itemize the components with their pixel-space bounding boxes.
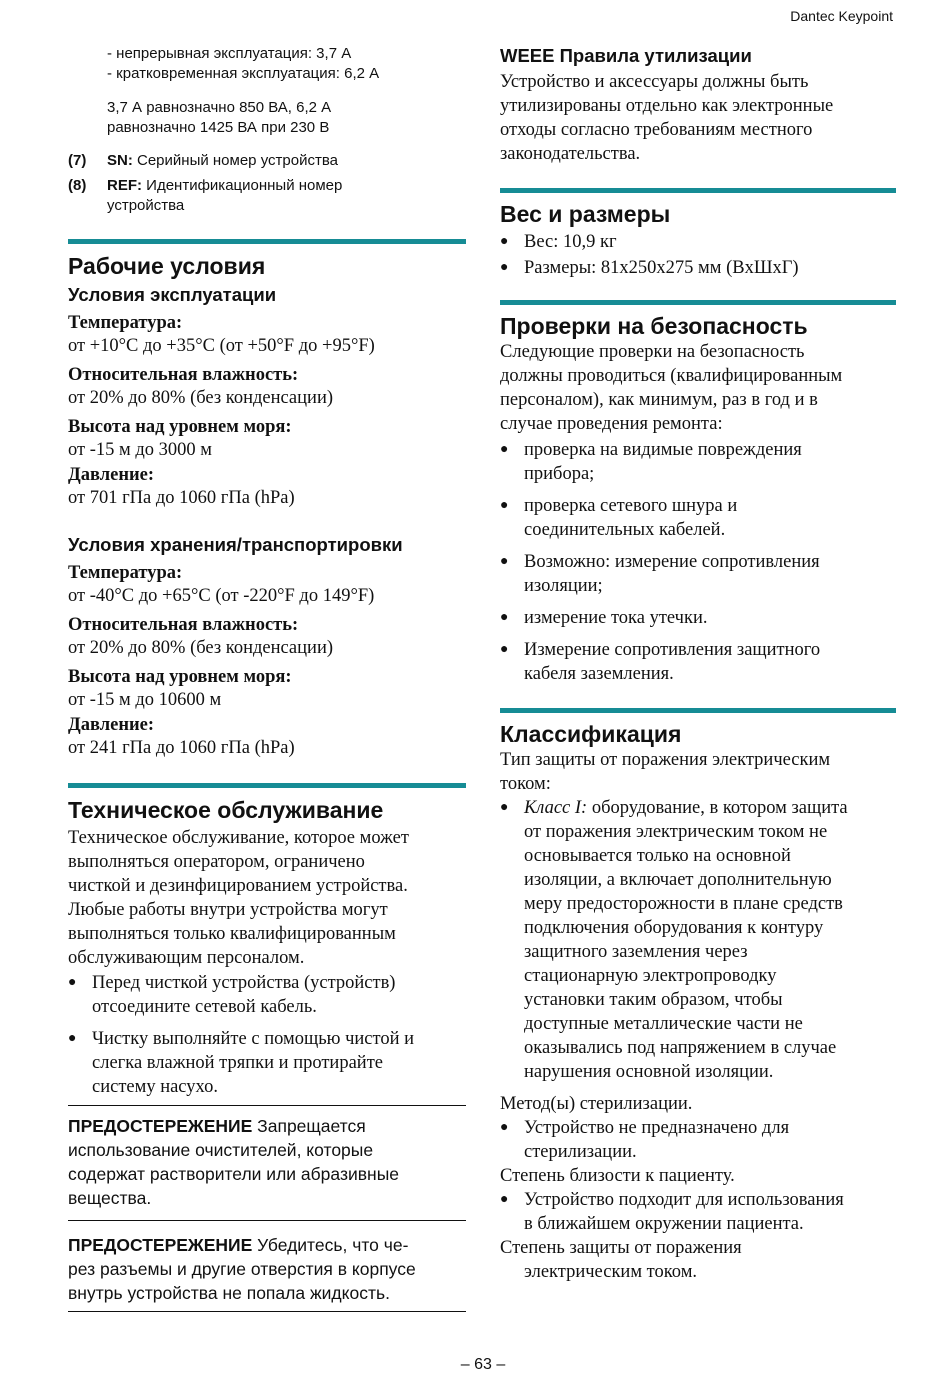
condition-label: Относительная влажность: bbox=[68, 365, 299, 385]
list-item bbox=[500, 438, 896, 486]
condition-label: Относительная влажность: bbox=[68, 615, 299, 635]
list-item bbox=[68, 971, 466, 1019]
condition-value: от 241 гПа до 1060 гПа (hPa) bbox=[68, 738, 295, 758]
warning-text: Запрещается использование очистителей, которые содержат растворители или абразивные вещества. bbox=[68, 1116, 400, 1208]
list-item bbox=[500, 638, 896, 686]
list-item bbox=[500, 230, 896, 254]
storage-conditions-list bbox=[68, 562, 466, 760]
item-key: REF: bbox=[107, 177, 142, 194]
section-divider bbox=[68, 783, 466, 788]
condition-label: Давление: bbox=[68, 715, 155, 735]
weight-dimensions-heading: Вес и размеры bbox=[500, 201, 671, 227]
operation-conditions-list bbox=[68, 312, 466, 510]
shock-protection-label: Степень защиты от поражения электрическим током. bbox=[500, 1238, 742, 1282]
safety-checks-heading: Проверки на безопасность bbox=[500, 313, 808, 339]
bullet-icon: ● bbox=[500, 1120, 509, 1135]
warning-cleaners bbox=[68, 1114, 466, 1210]
classification-paragraph: Тип защиты от поражения электрическим током: bbox=[500, 750, 831, 794]
list-item-text: Измерение сопротивления защитного кабеля заземления. bbox=[524, 640, 821, 684]
bullet-icon: ● bbox=[500, 498, 509, 513]
current-equivalence: 3,7 А равнозначно 850 ВА, 6,2 А равнозначно 1425 ВА при 230 В bbox=[107, 99, 332, 136]
list-item-ref bbox=[68, 176, 466, 216]
item-text: Серийный номер устройства bbox=[132, 152, 338, 169]
list-item bbox=[500, 494, 896, 542]
condition-label: Температура: bbox=[68, 313, 183, 333]
section-divider bbox=[68, 239, 466, 244]
condition-label: Высота над уровнем моря: bbox=[68, 417, 292, 437]
left-column bbox=[68, 44, 466, 1312]
condition-value: от 20% до 80% (без конденсации) bbox=[68, 638, 334, 658]
warning-text: Убедитесь, что че- рез разъемы и другие отверстия в корпусе внутрь устройства не попала жидкость. bbox=[68, 1235, 416, 1303]
condition-value: от 701 гПа до 1060 гПа (hPa) bbox=[68, 488, 295, 508]
list-item-text: Возможно: измерение сопротивления изоляции; bbox=[524, 552, 820, 596]
condition-label: Давление: bbox=[68, 465, 155, 485]
condition-value: от -40°C до +65°C (от -220°F до 149°F) bbox=[68, 586, 375, 606]
continuous-current-lines: - непрерывная эксплуатация: 3,7 А - кратковременная эксплуатация: 6,2 А bbox=[107, 45, 380, 82]
condition-label: Высота над уровнем моря: bbox=[68, 667, 292, 687]
list-item-text: Чистку выполняйте с помощью чистой и слегка влажной тряпки и протирайте систему насухо. bbox=[92, 1029, 415, 1097]
section-divider bbox=[500, 300, 896, 305]
warning-key: ПРЕДОСТЕРЕЖЕНИЕ bbox=[68, 1235, 253, 1255]
list-item-text: Вес: 10,9 кг bbox=[524, 232, 617, 252]
bullet-icon: ● bbox=[500, 800, 509, 815]
bullet-icon: ● bbox=[500, 1192, 509, 1207]
list-item-text: проверка сетевого шнура и соединительных кабелей. bbox=[524, 496, 738, 540]
list-item-text: измерение тока утечки. bbox=[524, 608, 708, 628]
right-column bbox=[500, 44, 896, 1284]
list-item-text: проверка на видимые повреждения прибора; bbox=[524, 440, 802, 484]
safety-paragraph: Следующие проверки на безопасность должны проводиться (квалифицированным персоналом), как минимум, раз в год и в случае проведения ремонта: bbox=[500, 342, 843, 434]
sterilization-label: Метод(ы) стерилизации. bbox=[500, 1094, 693, 1114]
storage-subheading: Условия хранения/транспортировки bbox=[68, 534, 403, 555]
list-item bbox=[500, 256, 896, 280]
maintenance-paragraph: Техническое обслуживание, которое может выполняться оператором, ограничено чисткой и дезинфицированием устройства. Любые работы внутри устройства могут выполняться только квалифицированным обслуживающим персоналом. bbox=[68, 828, 409, 968]
list-item-serial bbox=[68, 151, 466, 171]
item-key: SN: bbox=[107, 152, 133, 169]
condition-value: от 20% до 80% (без конденсации) bbox=[68, 388, 334, 408]
list-item bbox=[500, 550, 896, 598]
weee-heading: WEEE Правила утилизации bbox=[500, 45, 752, 66]
class-text: оборудование, в котором защита от поражения электрическим током не основывается только на основной изоляции, а включает дополнительную меру предосторожности в плане средств подключения оборудования к контуру защитного заземления через стационарную электропроводку установки таким образом, чтобы доступные металлические части не оказывались под напряжением в случае нарушения основной изоляции. bbox=[524, 798, 848, 1082]
condition-label: Температура: bbox=[68, 563, 183, 583]
weee-paragraph: Устройство и аксессуары должны быть утилизированы отдельно как электронные отходы согласно требованиям местного законодательства. bbox=[500, 72, 834, 164]
proximity-label: Степень близости к пациенту. bbox=[500, 1166, 735, 1186]
item-number: (8) bbox=[68, 177, 87, 194]
list-item bbox=[500, 1116, 896, 1164]
warning-top-rule bbox=[68, 1105, 466, 1106]
warning-separator bbox=[68, 1220, 466, 1221]
list-item bbox=[500, 796, 896, 1084]
bullet-icon: ● bbox=[500, 642, 509, 657]
operation-subheading: Условия эксплуатации bbox=[68, 284, 277, 305]
section-divider bbox=[500, 708, 896, 713]
warning-key: ПРЕДОСТЕРЕЖЕНИЕ bbox=[68, 1116, 253, 1136]
warning-bottom-rule bbox=[68, 1311, 466, 1312]
list-item-text: Устройство подходит для использования в ближайшем окружении пациента. bbox=[524, 1190, 844, 1234]
condition-value: от -15 м до 10600 м bbox=[68, 690, 222, 710]
bullet-icon: ● bbox=[68, 1031, 77, 1046]
operating-conditions-heading: Рабочие условия bbox=[68, 253, 266, 279]
list-item-text: Размеры: 81x250x275 мм (ВxШxГ) bbox=[524, 258, 799, 278]
bullet-icon: ● bbox=[500, 260, 509, 275]
list-item-text: Перед чисткой устройства (устройств) отсоедините сетевой кабель. bbox=[92, 973, 396, 1017]
bullet-icon: ● bbox=[68, 975, 77, 990]
class-key: Класс I: bbox=[524, 798, 588, 818]
section-divider bbox=[500, 188, 896, 193]
classification-heading: Классификация bbox=[500, 721, 682, 747]
condition-value: от -15 м до 3000 м bbox=[68, 440, 212, 460]
list-item bbox=[68, 1027, 466, 1099]
list-item-text: Устройство не предназначено для стерилизации. bbox=[524, 1118, 790, 1162]
condition-value: от +10°C до +35°C (от +50°F до +95°F) bbox=[68, 336, 375, 356]
item-text: Идентификационный номер устройства bbox=[107, 177, 343, 214]
running-header: Dantec Keypoint bbox=[790, 8, 893, 24]
bullet-icon: ● bbox=[500, 554, 509, 569]
bullet-icon: ● bbox=[500, 234, 509, 249]
maintenance-heading: Техническое обслуживание bbox=[68, 797, 384, 823]
bullet-icon: ● bbox=[500, 442, 509, 457]
warning-liquid bbox=[68, 1233, 466, 1305]
page-number: – 63 – bbox=[460, 1356, 506, 1373]
bullet-icon: ● bbox=[500, 610, 509, 625]
list-item bbox=[500, 606, 896, 630]
list-item bbox=[500, 1188, 896, 1236]
item-number: (7) bbox=[68, 152, 87, 169]
